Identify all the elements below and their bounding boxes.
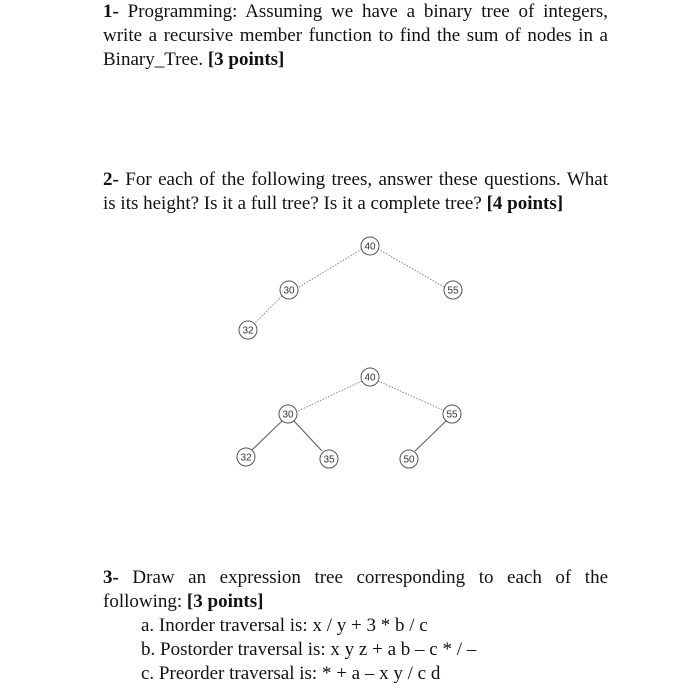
tree-1-node-right-label: 55 [447, 285, 459, 297]
question-3-item-a: a. Inorder traversal is: x / y + 3 * b / c [141, 615, 428, 636]
tree-2-edge-root-left [298, 381, 362, 411]
question-3-header [103, 566, 608, 614]
tree-2-edge-right-rightleft [415, 421, 446, 451]
tree-1-node-root [361, 237, 379, 255]
tree-2-node-root [361, 368, 379, 386]
tree-1-edge-left-leftleft [255, 296, 282, 323]
tree-2-edge-left-leftleft [252, 421, 282, 450]
question-2-points: [4 points] [486, 193, 564, 214]
question-2-text: For each of the following trees, answer these questions. What is its height? Is it a full tree? Is it a complete tree? [103, 169, 609, 214]
question-2-number: 2- [103, 169, 119, 190]
question-3-points: [3 points] [186, 591, 264, 612]
tree-2-node-left-label: 30 [282, 409, 294, 421]
tree-2-node-right-label: 55 [446, 409, 458, 421]
question-1-number: 1- [103, 1, 119, 22]
tree-2-node-left [279, 405, 297, 423]
tree-1-node-left-label: 30 [283, 285, 295, 297]
tree-1-node-right [444, 281, 462, 299]
tree-2-node-left-left-label: 32 [240, 452, 252, 464]
question-1-points: [3 points] [207, 49, 285, 70]
tree-1-edge-root-right [378, 249, 444, 287]
tree-2-node-left-left [237, 448, 255, 466]
question-3-item-c: c. Preorder traversal is: * + a – x y / c d [141, 663, 441, 684]
tree-2-edge-root-right [378, 381, 445, 411]
tree-2-node-left-right-label: 35 [323, 454, 335, 466]
tree-2-node-right [443, 405, 461, 423]
question-3-number: 3- [103, 567, 119, 588]
question-3-text: Draw an expression tree corresponding to each of the following: [103, 567, 608, 612]
tree-2-node-right-left [400, 450, 418, 468]
tree-1-node-left-left [239, 321, 257, 339]
tree-1-edge-root-left [299, 249, 362, 287]
tree-1-node-left [280, 281, 298, 299]
tree-2-node-left-right [320, 450, 338, 468]
tree-2-node-root-label: 40 [364, 372, 376, 384]
tree-2-edge-left-leftright [294, 421, 322, 451]
tree-1-node-root-label: 40 [364, 241, 376, 253]
question-3 [103, 566, 608, 686]
tree-1-node-left-left-label: 32 [242, 325, 254, 337]
question-3-item-b: b. Postorder traversal is: x y z + a b – c * / – [141, 639, 477, 660]
tree-2-node-right-left-label: 50 [403, 454, 415, 466]
question-1-text: Programming: Assuming we have a binary tree of integers, write a recursive member function to find the sum of nodes in a Binary_Tree. [103, 1, 609, 70]
